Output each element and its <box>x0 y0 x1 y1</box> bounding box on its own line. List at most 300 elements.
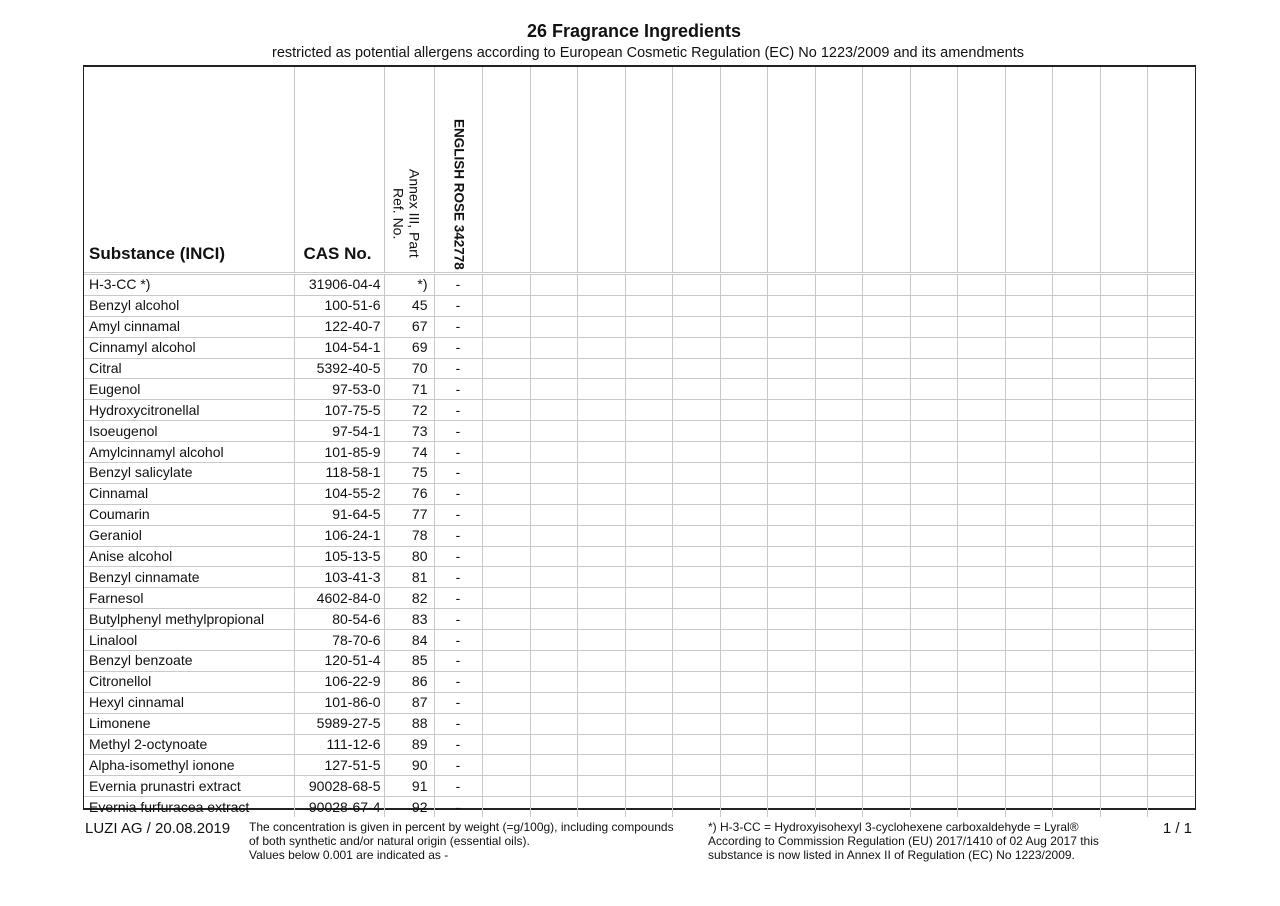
empty-cell <box>1147 651 1194 672</box>
header-empty-column <box>577 67 625 274</box>
empty-cell <box>482 442 530 463</box>
empty-cell <box>1052 525 1100 546</box>
empty-cell <box>530 463 577 484</box>
empty-cell <box>530 358 577 379</box>
empty-cell <box>577 442 625 463</box>
annex-ref-cell: 92 <box>384 797 434 817</box>
cas-cell: 100-51-6 <box>294 295 384 316</box>
empty-cell <box>957 671 1005 692</box>
empty-cell <box>577 379 625 400</box>
empty-cell <box>1005 776 1052 797</box>
empty-cell <box>767 337 815 358</box>
empty-cell <box>1147 546 1194 567</box>
empty-cell <box>482 337 530 358</box>
empty-cell <box>1147 379 1194 400</box>
empty-cell <box>720 651 767 672</box>
header-empty-column <box>767 67 815 274</box>
empty-cell <box>1052 651 1100 672</box>
empty-cell <box>720 692 767 713</box>
empty-cell <box>957 546 1005 567</box>
empty-cell <box>862 274 910 296</box>
allergen-table-frame <box>83 65 1196 815</box>
empty-cell <box>767 546 815 567</box>
empty-cell <box>625 567 672 588</box>
concentration-cell: - <box>434 421 482 442</box>
empty-cell <box>1052 400 1100 421</box>
table-row <box>84 316 1194 337</box>
empty-cell <box>1005 609 1052 630</box>
empty-cell <box>482 400 530 421</box>
empty-cell <box>957 421 1005 442</box>
header-product <box>434 67 482 274</box>
empty-cell <box>767 358 815 379</box>
empty-cell <box>910 588 957 609</box>
empty-cell <box>577 776 625 797</box>
empty-cell <box>1052 776 1100 797</box>
concentration-cell: - <box>434 400 482 421</box>
table-row <box>84 713 1194 734</box>
empty-cell <box>767 567 815 588</box>
empty-cell <box>1100 671 1147 692</box>
empty-cell <box>815 609 862 630</box>
substance-cell: Eugenol <box>84 379 294 400</box>
empty-cell <box>482 588 530 609</box>
substance-cell: Evernia furfuracea extract <box>84 797 294 817</box>
empty-cell <box>530 734 577 755</box>
concentration-cell: - <box>434 379 482 400</box>
concentration-cell: - <box>434 504 482 525</box>
empty-cell <box>1147 274 1194 296</box>
empty-cell <box>625 379 672 400</box>
empty-cell <box>625 755 672 776</box>
empty-cell <box>577 358 625 379</box>
empty-cell <box>625 692 672 713</box>
empty-cell <box>720 776 767 797</box>
empty-cell <box>1147 525 1194 546</box>
empty-cell <box>1147 337 1194 358</box>
empty-cell <box>815 463 862 484</box>
table-row <box>84 400 1194 421</box>
empty-cell <box>1100 755 1147 776</box>
empty-cell <box>767 797 815 817</box>
empty-cell <box>1147 421 1194 442</box>
empty-cell <box>1100 713 1147 734</box>
annex-ref-cell: 86 <box>384 671 434 692</box>
empty-cell <box>815 546 862 567</box>
empty-cell <box>1052 337 1100 358</box>
empty-cell <box>1100 463 1147 484</box>
empty-cell <box>672 463 720 484</box>
empty-cell <box>1147 630 1194 651</box>
table-row <box>84 358 1194 379</box>
annex-ref-cell: 89 <box>384 734 434 755</box>
empty-cell <box>1100 525 1147 546</box>
concentration-cell: - <box>434 316 482 337</box>
empty-cell <box>482 797 530 817</box>
table-row <box>84 609 1194 630</box>
cas-cell: 90028-67-4 <box>294 797 384 817</box>
empty-cell <box>530 337 577 358</box>
empty-cell <box>1147 295 1194 316</box>
empty-cell <box>720 316 767 337</box>
annex-ref-cell: 74 <box>384 442 434 463</box>
empty-cell <box>625 442 672 463</box>
substance-cell: Amylcinnamyl alcohol <box>84 442 294 463</box>
empty-cell <box>815 316 862 337</box>
empty-cell <box>720 525 767 546</box>
cas-cell: 97-54-1 <box>294 421 384 442</box>
empty-cell <box>910 274 957 296</box>
empty-cell <box>720 797 767 817</box>
empty-cell <box>1052 630 1100 651</box>
empty-cell <box>767 734 815 755</box>
empty-cell <box>767 295 815 316</box>
empty-cell <box>672 483 720 504</box>
footer-star-line: According to Commission Regulation (EU) 2017/1410 of 02 Aug 2017 this <box>708 834 1099 848</box>
empty-cell <box>910 734 957 755</box>
annex-ref-cell: 72 <box>384 400 434 421</box>
document-title: 26 Fragrance Ingredients <box>526 21 742 41</box>
empty-cell <box>815 755 862 776</box>
header-substance: Substance (INCI) <box>84 67 294 274</box>
empty-cell <box>672 692 720 713</box>
empty-cell <box>530 442 577 463</box>
empty-cell <box>1005 651 1052 672</box>
cas-cell: 111-12-6 <box>294 734 384 755</box>
annex-ref-cell: 81 <box>384 567 434 588</box>
empty-cell <box>672 797 720 817</box>
empty-cell <box>1100 421 1147 442</box>
table-row <box>84 755 1194 776</box>
empty-cell <box>1147 504 1194 525</box>
empty-cell <box>672 337 720 358</box>
empty-cell <box>482 358 530 379</box>
cas-cell: 101-85-9 <box>294 442 384 463</box>
empty-cell <box>1147 442 1194 463</box>
empty-cell <box>910 692 957 713</box>
concentration-cell: - <box>434 797 482 817</box>
empty-cell <box>910 400 957 421</box>
empty-cell <box>530 776 577 797</box>
footer-star-line: substance is now listed in Annex II of Regulation (EC) No 1223/2009. <box>708 848 1075 862</box>
document-subtitle: restricted as potential allergens according to European Cosmetic Regulation (EC) No 1223/2009 and its amendments <box>271 45 1024 61</box>
empty-cell <box>482 630 530 651</box>
empty-cell <box>767 588 815 609</box>
empty-cell <box>862 379 910 400</box>
empty-cell <box>672 546 720 567</box>
empty-cell <box>957 483 1005 504</box>
annex-ref-cell: 91 <box>384 776 434 797</box>
annex-ref-cell: 83 <box>384 609 434 630</box>
empty-cell <box>530 651 577 672</box>
empty-cell <box>1052 797 1100 817</box>
table-row <box>84 274 1194 296</box>
empty-cell <box>957 755 1005 776</box>
annex-ref-cell: 75 <box>384 463 434 484</box>
empty-cell <box>1005 671 1052 692</box>
empty-cell <box>862 609 910 630</box>
empty-cell <box>672 609 720 630</box>
empty-cell <box>482 316 530 337</box>
empty-cell <box>767 692 815 713</box>
table-row <box>84 525 1194 546</box>
empty-cell <box>1052 609 1100 630</box>
substance-cell: Isoeugenol <box>84 421 294 442</box>
empty-cell <box>767 525 815 546</box>
empty-cell <box>862 337 910 358</box>
empty-cell <box>1005 734 1052 755</box>
empty-cell <box>1147 400 1194 421</box>
empty-cell <box>1052 692 1100 713</box>
empty-cell <box>815 630 862 651</box>
empty-cell <box>862 483 910 504</box>
header-annex <box>384 67 434 274</box>
empty-cell <box>862 504 910 525</box>
empty-cell <box>910 504 957 525</box>
table-row <box>84 651 1194 672</box>
empty-cell <box>672 442 720 463</box>
substance-cell: Citral <box>84 358 294 379</box>
empty-cell <box>1100 274 1147 296</box>
table-row <box>84 463 1194 484</box>
substance-cell: Citronellol <box>84 671 294 692</box>
empty-cell <box>482 546 530 567</box>
substance-cell: Geraniol <box>84 525 294 546</box>
empty-cell <box>625 588 672 609</box>
empty-cell <box>1052 295 1100 316</box>
empty-cell <box>672 734 720 755</box>
empty-cell <box>1052 379 1100 400</box>
header-product-label: ENGLISH ROSE 342778 <box>451 119 467 270</box>
annex-ref-cell: 67 <box>384 316 434 337</box>
empty-cell <box>910 776 957 797</box>
empty-cell <box>1100 776 1147 797</box>
substance-cell: Butylphenyl methylpropional <box>84 609 294 630</box>
empty-cell <box>1100 692 1147 713</box>
empty-cell <box>720 567 767 588</box>
empty-cell <box>1005 463 1052 484</box>
empty-cell <box>577 463 625 484</box>
empty-cell <box>1052 442 1100 463</box>
empty-cell <box>910 379 957 400</box>
empty-cell <box>720 274 767 296</box>
empty-cell <box>672 274 720 296</box>
empty-cell <box>482 463 530 484</box>
empty-cell <box>625 358 672 379</box>
empty-cell <box>957 713 1005 734</box>
empty-cell <box>625 734 672 755</box>
page-number: 1 / 1 <box>1162 820 1192 837</box>
empty-cell <box>530 797 577 817</box>
empty-cell <box>1005 504 1052 525</box>
header-annex-line2: Ref. No. <box>390 187 407 240</box>
empty-cell <box>910 337 957 358</box>
empty-cell <box>1005 295 1052 316</box>
empty-cell <box>482 671 530 692</box>
empty-cell <box>957 776 1005 797</box>
empty-cell <box>530 525 577 546</box>
empty-cell <box>577 671 625 692</box>
empty-cell <box>1005 588 1052 609</box>
empty-cell <box>1147 316 1194 337</box>
empty-cell <box>482 295 530 316</box>
table-body <box>84 274 1194 818</box>
cas-cell: 107-75-5 <box>294 400 384 421</box>
table-row <box>84 442 1194 463</box>
table-row <box>84 421 1194 442</box>
empty-cell <box>1147 776 1194 797</box>
empty-cell <box>1052 671 1100 692</box>
footer-h3cc-note <box>708 820 1128 862</box>
empty-cell <box>530 504 577 525</box>
annex-ref-cell: 73 <box>384 421 434 442</box>
empty-cell <box>1052 421 1100 442</box>
empty-cell <box>815 379 862 400</box>
empty-cell <box>957 651 1005 672</box>
empty-cell <box>625 504 672 525</box>
empty-cell <box>1052 463 1100 484</box>
table-row <box>84 379 1194 400</box>
empty-cell <box>530 609 577 630</box>
annex-ref-cell: 88 <box>384 713 434 734</box>
empty-cell <box>767 630 815 651</box>
cas-cell: 5989-27-5 <box>294 713 384 734</box>
empty-cell <box>957 295 1005 316</box>
empty-cell <box>815 588 862 609</box>
empty-cell <box>530 692 577 713</box>
empty-cell <box>1005 483 1052 504</box>
annex-ref-cell: 76 <box>384 483 434 504</box>
empty-cell <box>720 755 767 776</box>
empty-cell <box>577 630 625 651</box>
empty-cell <box>530 421 577 442</box>
empty-cell <box>577 692 625 713</box>
annex-ref-cell: 70 <box>384 358 434 379</box>
empty-cell <box>815 442 862 463</box>
empty-cell <box>1100 358 1147 379</box>
header-empty-column <box>1147 67 1194 274</box>
empty-cell <box>767 609 815 630</box>
empty-cell <box>577 504 625 525</box>
empty-cell <box>672 504 720 525</box>
concentration-cell: - <box>434 692 482 713</box>
empty-cell <box>625 316 672 337</box>
empty-cell <box>1005 421 1052 442</box>
empty-cell <box>1100 483 1147 504</box>
empty-cell <box>1100 609 1147 630</box>
table-row <box>84 567 1194 588</box>
empty-cell <box>1005 316 1052 337</box>
empty-cell <box>577 609 625 630</box>
cas-cell: 122-40-7 <box>294 316 384 337</box>
concentration-cell: - <box>434 295 482 316</box>
substance-cell: Evernia prunastri extract <box>84 776 294 797</box>
table-row <box>84 295 1194 316</box>
table-row <box>84 483 1194 504</box>
empty-cell <box>577 713 625 734</box>
empty-cell <box>720 504 767 525</box>
substance-cell: Hydroxycitronellal <box>84 400 294 421</box>
empty-cell <box>625 525 672 546</box>
empty-cell <box>720 337 767 358</box>
header-empty-column <box>720 67 767 274</box>
concentration-cell: - <box>434 713 482 734</box>
cas-cell: 104-55-2 <box>294 483 384 504</box>
empty-cell <box>957 504 1005 525</box>
empty-cell <box>862 630 910 651</box>
empty-cell <box>862 421 910 442</box>
empty-cell <box>530 400 577 421</box>
empty-cell <box>1052 755 1100 776</box>
empty-cell <box>957 692 1005 713</box>
table-row <box>84 504 1194 525</box>
empty-cell <box>767 316 815 337</box>
empty-cell <box>530 713 577 734</box>
empty-cell <box>672 295 720 316</box>
concentration-cell: - <box>434 630 482 651</box>
empty-cell <box>910 483 957 504</box>
annex-ref-cell: 87 <box>384 692 434 713</box>
substance-cell: Cinnamal <box>84 483 294 504</box>
empty-cell <box>577 483 625 504</box>
substance-cell: Farnesol <box>84 588 294 609</box>
empty-cell <box>1147 671 1194 692</box>
cas-cell: 78-70-6 <box>294 630 384 651</box>
empty-cell <box>625 630 672 651</box>
cas-cell: 91-64-5 <box>294 504 384 525</box>
empty-cell <box>577 797 625 817</box>
empty-cell <box>767 776 815 797</box>
empty-cell <box>720 671 767 692</box>
empty-cell <box>482 567 530 588</box>
empty-cell <box>815 295 862 316</box>
cas-cell: 120-51-4 <box>294 651 384 672</box>
empty-cell <box>577 755 625 776</box>
empty-cell <box>577 651 625 672</box>
empty-cell <box>625 400 672 421</box>
empty-cell <box>720 442 767 463</box>
substance-cell: Linalool <box>84 630 294 651</box>
empty-cell <box>482 379 530 400</box>
concentration-cell: - <box>434 776 482 797</box>
empty-cell <box>1005 337 1052 358</box>
empty-cell <box>862 671 910 692</box>
cas-cell: 106-24-1 <box>294 525 384 546</box>
empty-cell <box>577 316 625 337</box>
empty-cell <box>815 483 862 504</box>
footer-company-date: LUZI AG / 20.08.2019 <box>85 820 231 837</box>
empty-cell <box>672 713 720 734</box>
substance-cell: Coumarin <box>84 504 294 525</box>
empty-cell <box>910 295 957 316</box>
empty-cell <box>672 525 720 546</box>
empty-cell <box>577 734 625 755</box>
empty-cell <box>1100 546 1147 567</box>
concentration-cell: - <box>434 609 482 630</box>
empty-cell <box>1052 316 1100 337</box>
empty-cell <box>862 588 910 609</box>
empty-cell <box>482 609 530 630</box>
annex-ref-cell: 69 <box>384 337 434 358</box>
cas-cell: 106-22-9 <box>294 671 384 692</box>
empty-cell <box>482 734 530 755</box>
empty-cell <box>482 692 530 713</box>
empty-cell <box>1147 734 1194 755</box>
empty-cell <box>815 671 862 692</box>
empty-cell <box>482 755 530 776</box>
annex-ref-cell: 84 <box>384 630 434 651</box>
empty-cell <box>530 630 577 651</box>
